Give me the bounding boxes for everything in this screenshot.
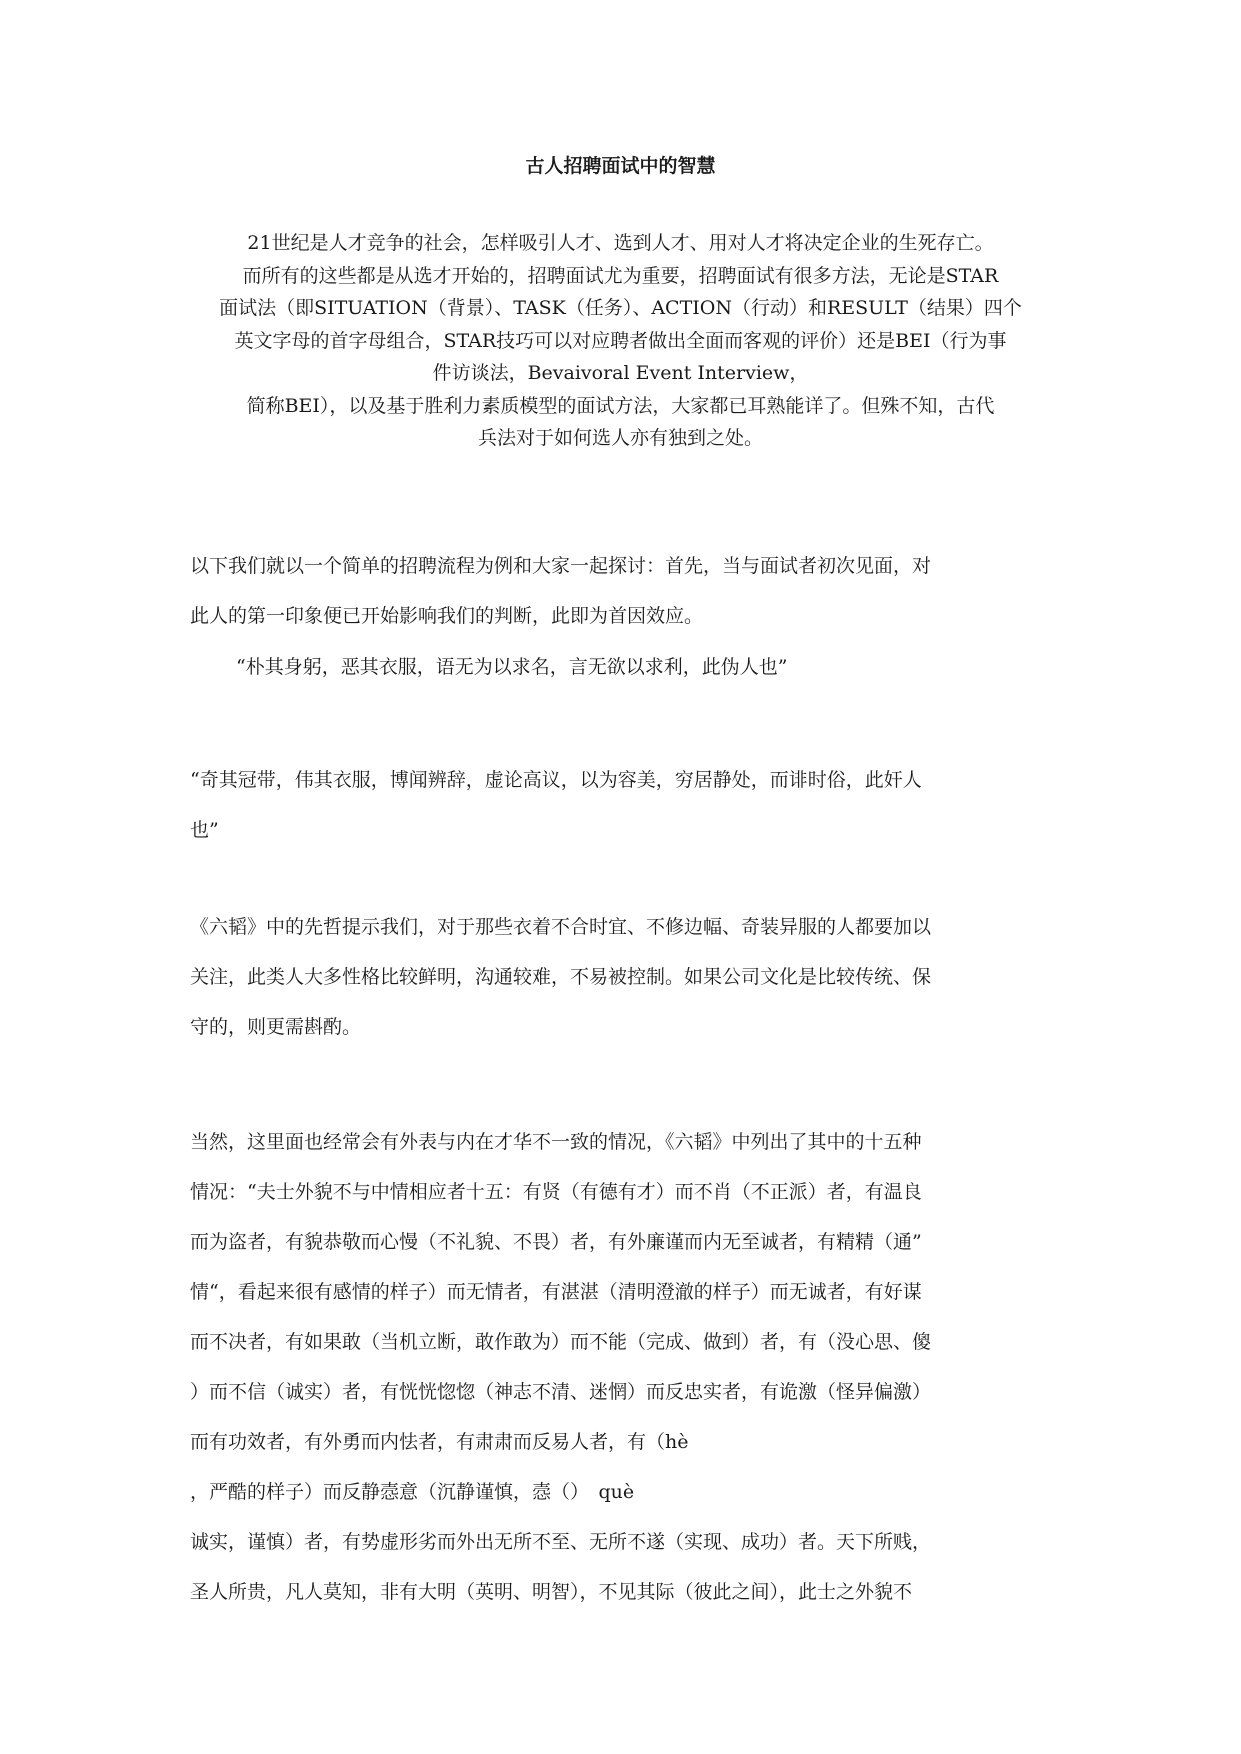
intro-line: 件访谈法，Bevaivoral Event Interview， — [432, 362, 809, 384]
quote-line: “奇其冠带，伟其衣服，博闻辨辞，虚论高议，以为容美，穷居静处，而诽时俗，此奸人 — [190, 769, 922, 791]
intro-line: 面试法（即SITUATION（背景）、TASK（任务）、ACTION（行动）和RESULT（结果）四个 — [219, 297, 1022, 319]
paragraph-line: 而为盗者，有貌恭敬而心慢（不礼貌、不畏）者，有外廉谨而内无至诚者，有精精（通” — [190, 1231, 922, 1253]
paragraph-line: 关注，此类人大多性格比较鲜明，沟通较难，不易被控制。如果公司文化是比较传统、保 — [190, 966, 932, 988]
paragraph-line: ，严酷的样子）而反静悫意（沉静谨慎，悫（） què — [190, 1481, 635, 1503]
paragraph-line: 情况：“夫士外貌不与中情相应者十五：有贤（有德有才）而不肖（不正派）者，有温良 — [190, 1181, 922, 1203]
paragraph-line: 当然，这里面也经常会有外表与内在才华不一致的情况，《六韬》中列出了其中的十五种 — [190, 1131, 922, 1153]
paragraph-line: 守的，则更需斟酌。 — [190, 1016, 362, 1038]
paragraph-fifteen-cases — [190, 1117, 1050, 1617]
intro-line: 兵法对于如何选人亦有独到之处。 — [477, 427, 763, 449]
paragraph-line: 以下我们就以一个简单的招聘流程为例和大家一起探讨：首先，当与面试者初次见面，对 — [190, 555, 932, 577]
intro-line: 英文字母的首字母组合，STAR技巧可以对应聘者做出全面而客观的评价）还是BEI（行为事 — [234, 329, 1007, 352]
document-title: 古人招聘面试中的智慧 — [525, 155, 716, 177]
paragraph-line: 情“，看起来很有感情的样子）而无情者，有湛湛（清明澄澈的样子）而无诚者，有好谋 — [190, 1281, 922, 1303]
quote-wicked-person — [190, 755, 1050, 855]
paragraph-line: 圣人所贵，凡人莫知，非有大明（英明、明智），不见其际（彼此之间），此士之外貌不 — [190, 1581, 913, 1603]
paragraph-line: 而不决者，有如果敢（当机立断，敢作敢为）而不能（完成、做到）者，有（没心思、傻 — [190, 1331, 932, 1353]
intro-paragraph — [180, 227, 1061, 455]
paragraph-line: 《六韬》中的先哲提示我们，对于那些衣着不合时宜、不修边幅、奇装异服的人都要加以 — [190, 916, 932, 938]
paragraph-line: 此人的第一印象便已开始影响我们的判断，此即为首因效应。 — [190, 605, 704, 627]
paragraph-first-impression — [190, 541, 1050, 641]
paragraph-line: 而有功效者，有外勇而内怯者，有肃肃而反易人者，有（hè — [190, 1431, 689, 1453]
quote-fake-person: “朴其身躬，恶其衣服，语无为以求名，言无欲以求利，此伪人也” — [236, 656, 788, 678]
paragraph-liutao-advice — [190, 902, 1050, 1052]
intro-line: 而所有的这些都是从选才开始的，招聘面试尤为重要，招聘面试有很多方法，无论是STAR — [242, 264, 999, 287]
intro-line: 21世纪是人才竞争的社会，怎样吸引人才、选到人才、用对人才将决定企业的生死存亡。 — [247, 232, 994, 254]
quote-line: 也” — [190, 819, 219, 841]
intro-line: 简称BEI），以及基于胜利力素质模型的面试方法，大家都已耳熟能详了。但殊不知，古代 — [246, 394, 995, 417]
paragraph-line: ）而不信（诚实）者，有恍恍惚惚（神志不清、迷惘）而反忠实者，有诡激（怪异偏激） — [190, 1381, 932, 1403]
paragraph-line: 诚实，谨慎）者，有势虚形劣而外出无所不至、无所不遂（实现、成功）者。天下所贱， — [190, 1531, 932, 1553]
